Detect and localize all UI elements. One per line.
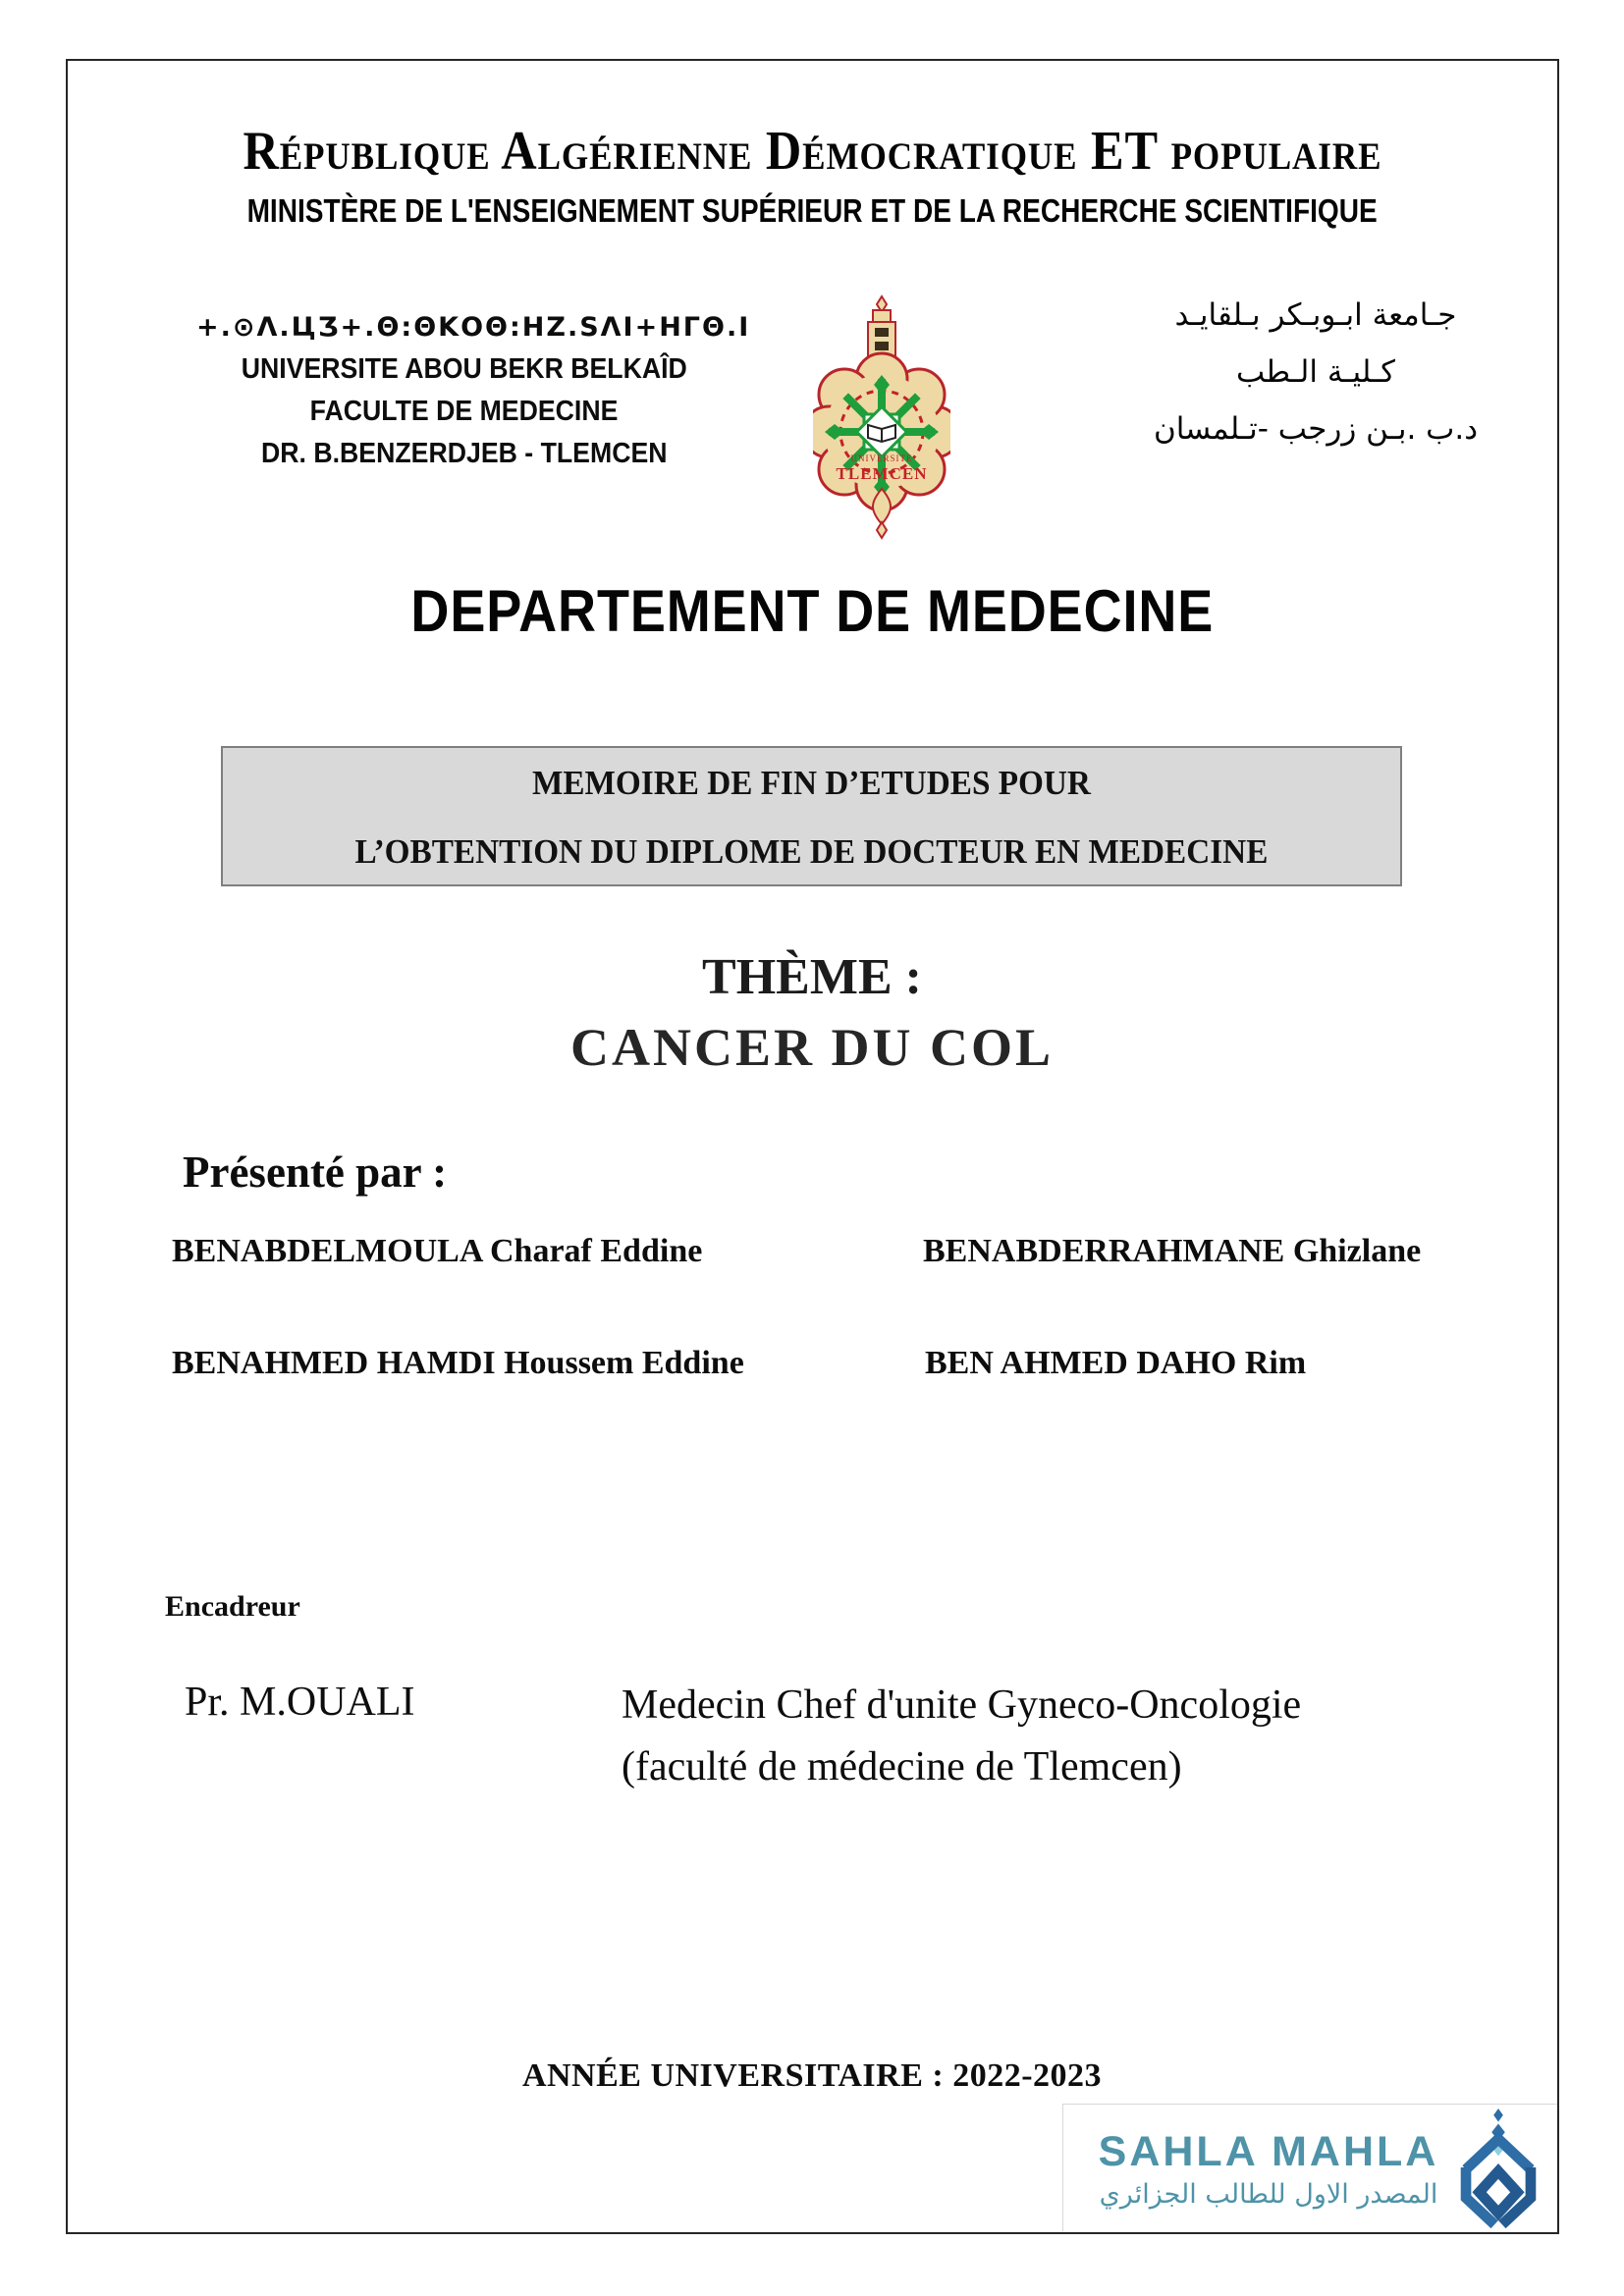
supervisor-name: Pr. M.OUALI [185,1680,415,1725]
memoire-line2: L’OBTENTION DU DIPLOME DE DOCTEUR EN MEDECINE [354,832,1269,871]
ministry-title [0,192,1624,230]
faculty-name-arabic: كـليـة الـطب [1235,354,1396,390]
university-tlemcen-logo-icon [813,293,950,540]
university-name: UNIVERSITE ABOU BEKR BELKAÎD [241,353,687,385]
department-title-text: DEPARTEMENT DE MEDECINE [410,578,1214,644]
university-block-arabic [1119,287,1512,457]
logo-text-tlemcen: TLEMCEN [836,464,928,483]
ministry-title-text: MINISTÈRE DE L'ENSEIGNEMENT SUPÉRIEUR ET DE LA RECHERCHE SCIENTIFIQUE [246,192,1378,229]
memoire-line1: MEMOIRE DE FIN D’ETUDES POUR [532,764,1091,802]
university-name-arabic: جـامعة ابـوبـكر بـلقايـد [1174,297,1457,333]
sahla-mahla-logo [1062,2104,1558,2231]
theme-title: CANCER DU COL [569,1018,1054,1077]
student-name-2: BENABDERRAHMANE Ghizlane [923,1233,1422,1269]
university-block-latin [196,306,751,475]
university-name-tifinagh: +.⊙Λ.ЦƷ+.Θ:ΘΚΟΘ:ΗΖ.ЅΛΙ+ΗΓΘ.Ι [196,312,751,343]
academic-year: ANNÉE UNIVERSITAIRE : 2022-2023 [521,2057,1103,2094]
student-name-3: BENAHMED HAMDI Houssem Eddine [172,1345,744,1381]
supervisor-role-line2: (faculté de médecine de Tlemcen) [622,1744,1182,1789]
student-name-4: BEN AHMED DAHO Rim [925,1345,1307,1381]
theme-label: THÈME : [702,949,922,1005]
faculty-location: DR. B.BENZERDJEB - TLEMCEN [260,438,668,469]
supervisor-role [622,1675,1301,1798]
logo-text-universite: UNIVERSITE [850,454,913,463]
republic-title-text: République Algérienne Démocratique ET populaire [243,121,1381,182]
sahla-mahla-tagline-arabic: المصدر الاول للطالب الجزائري [1099,2179,1438,2210]
faculty-location-arabic: د.ب .بـن زرجب -تـلمسان [1153,411,1479,447]
memoire-box [221,746,1402,886]
faculty-name: FACULTE DE MEDECINE [309,396,619,427]
sahla-mahla-logo-mark-icon [1448,2107,1548,2230]
supervisor-label: Encadreur [165,1590,300,1623]
supervisor-role-line1: Medecin Chef d'unite Gyneco-Oncologie [622,1682,1302,1728]
department-title [0,577,1624,645]
presented-by-label: Présenté par : [183,1148,448,1197]
republic-title [0,120,1624,183]
sahla-mahla-brand-text: SAHLA MAHLA [1098,2128,1439,2175]
student-name-1: BENABDELMOULA Charaf Eddine [172,1233,703,1269]
